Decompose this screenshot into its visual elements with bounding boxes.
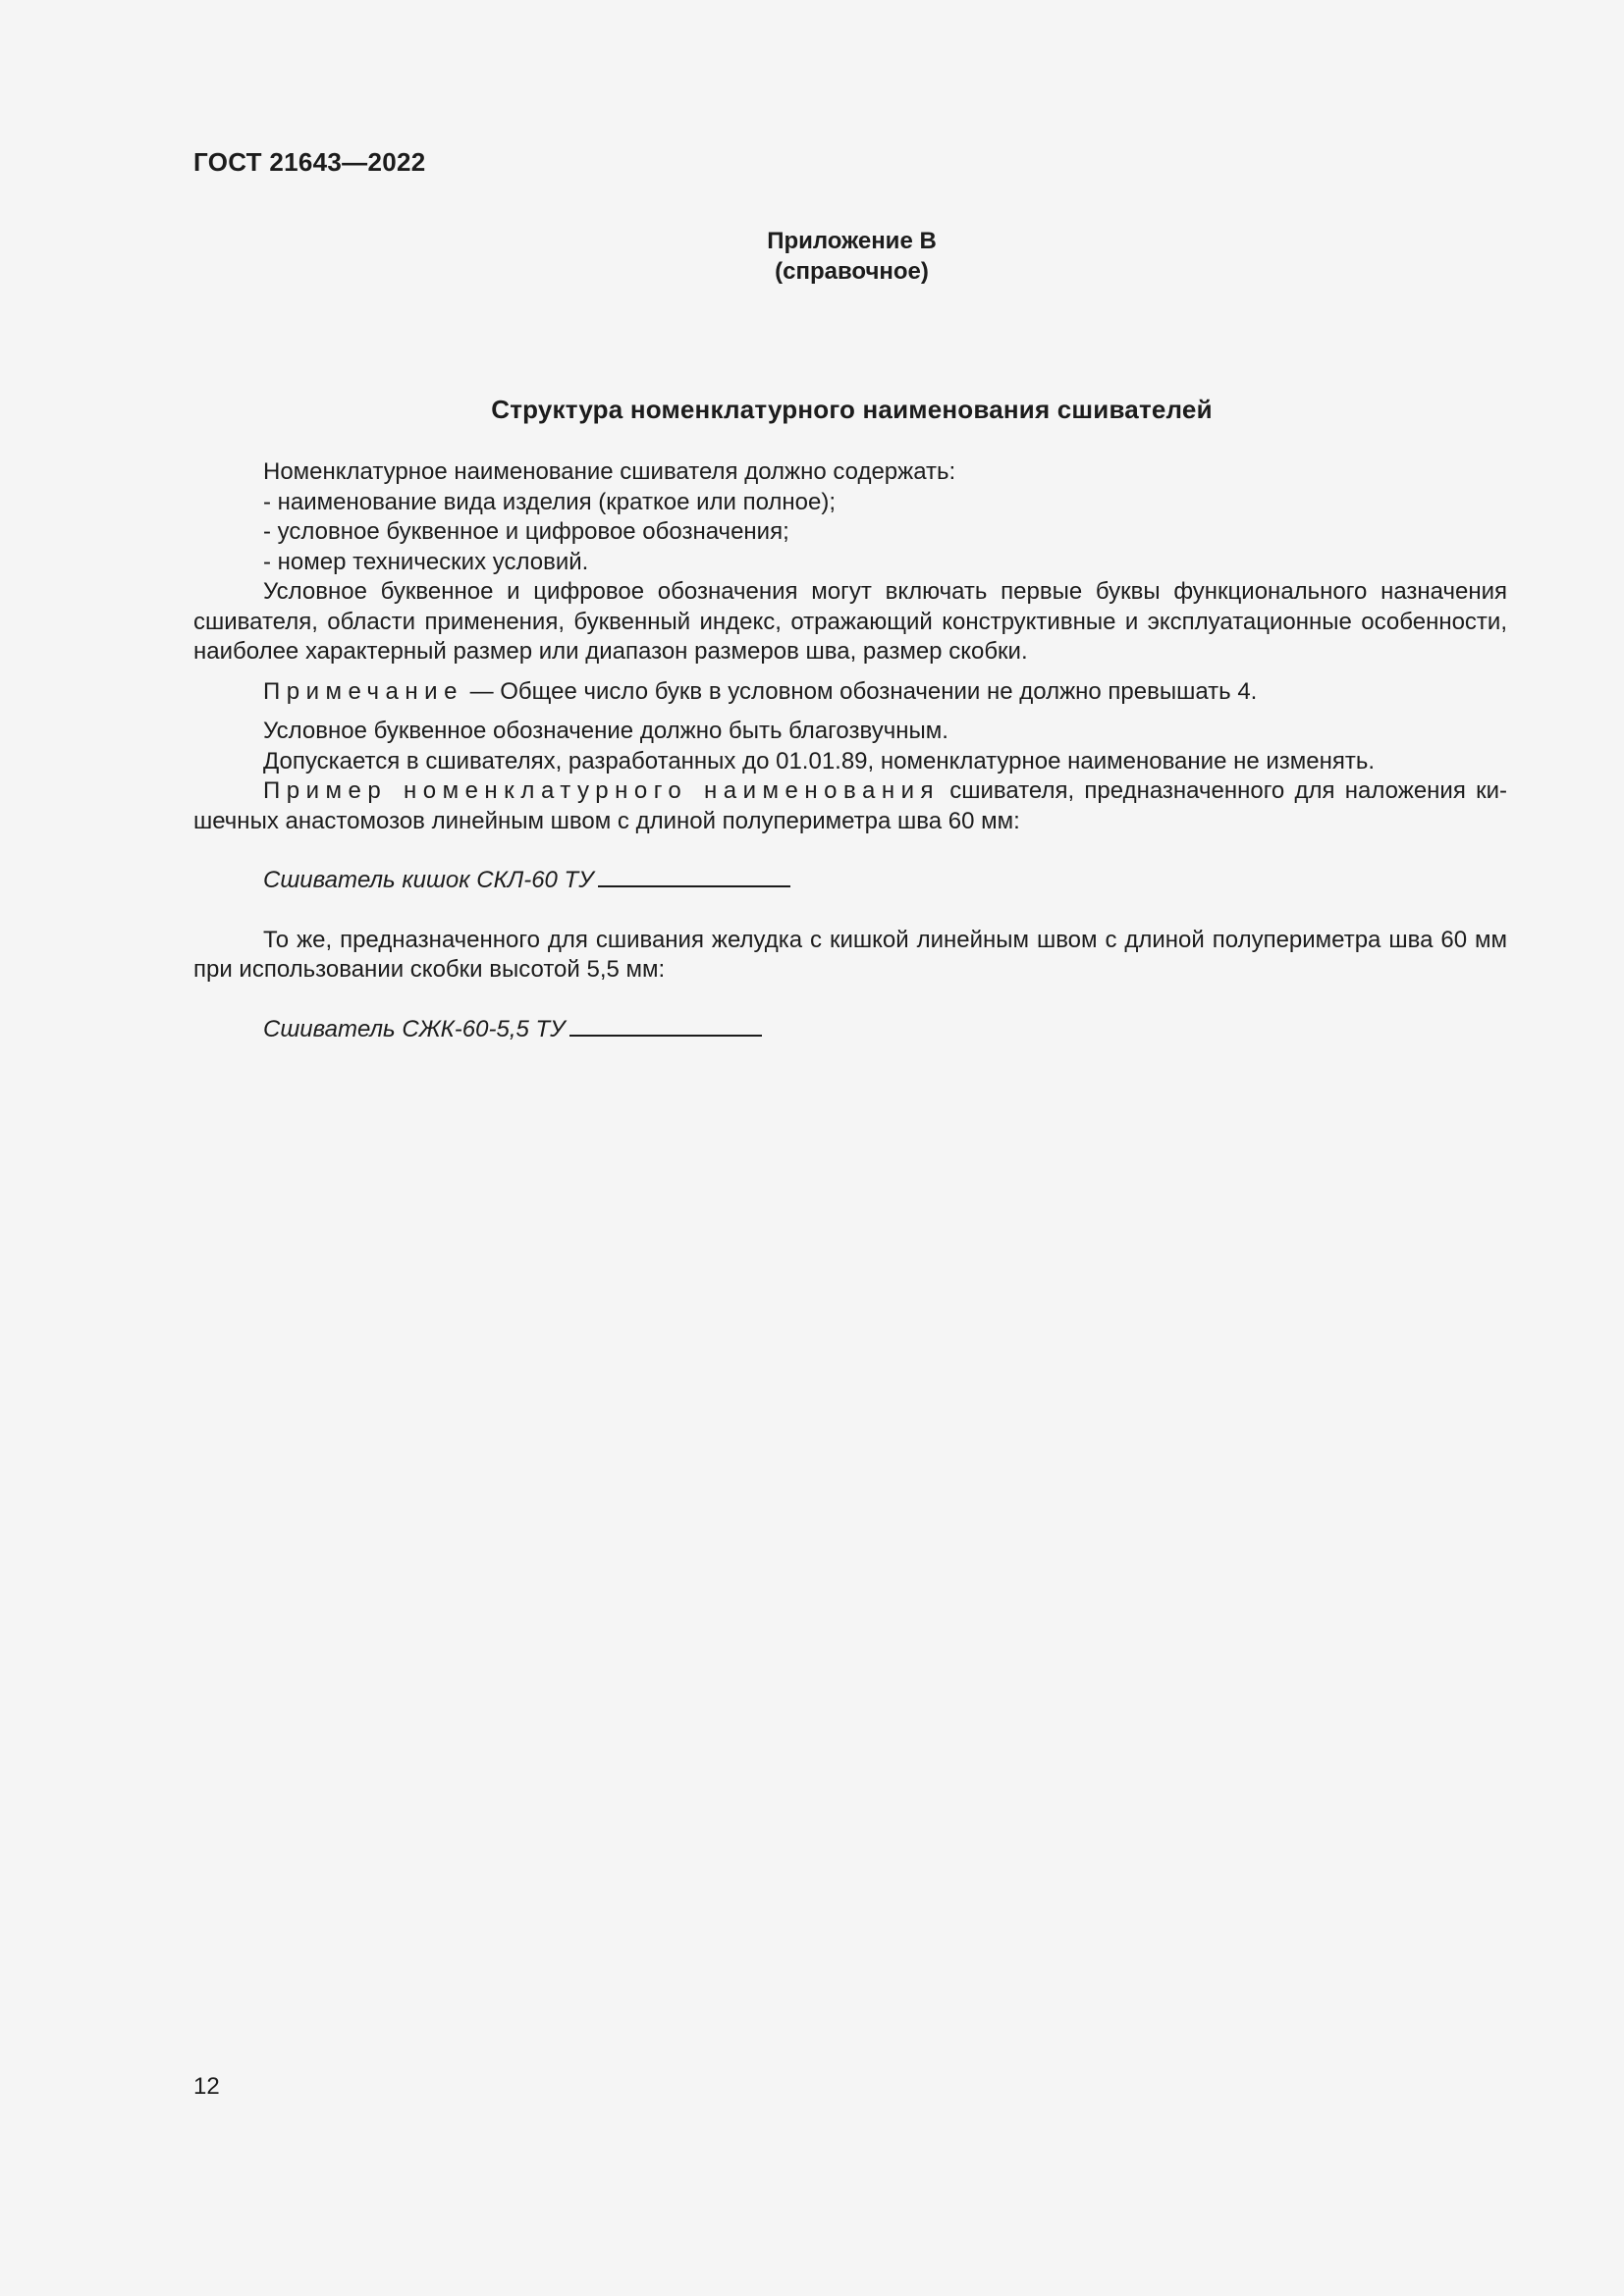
appendix-label: Приложение В <box>767 228 937 254</box>
fill-in-line <box>569 1015 762 1037</box>
note <box>193 677 1507 708</box>
section-title: Структура номенклатурного наименования сшивателей <box>491 395 1213 424</box>
example-designation <box>193 1015 1507 1045</box>
appendix-heading <box>196 226 1507 287</box>
note-label: Примечание <box>263 677 463 705</box>
list-item: - номер технических условий. <box>263 548 589 575</box>
example-designation <box>193 866 1507 896</box>
paragraph-permission: Допускается в сшивателях, разработанных до 01.01.89, номенклатурное наименование не изменять. <box>263 747 1376 774</box>
intro-paragraph: Номенклатурное наименование сшивателя должно содержать: <box>263 458 956 485</box>
example-2-text: Сшиватель СЖК-60-5,5 ТУ <box>263 1015 566 1042</box>
note-text: — Общее число букв в условном обозначении не должно превышать 4. <box>462 677 1258 705</box>
fill-in-line <box>598 866 790 887</box>
example-intro-text: сшивателя, предназначенного для наложения кишечных анастомозов линейным швом с длиной полупериметра шва 60 мм: <box>193 777 1507 834</box>
document-body <box>193 457 1507 1044</box>
list-item: - наименование вида изделия (краткое или полное); <box>263 488 837 515</box>
example-1-text: Сшиватель кишок СКЛ-60 ТУ <box>263 867 594 893</box>
page-number: 12 <box>193 2073 220 2100</box>
paragraph-euphony: Условное буквенное обозначение должно быть благозвучным. <box>263 718 948 744</box>
paragraph-example-intro <box>193 776 1507 836</box>
list-item: - условное буквенное и цифровое обозначения; <box>263 518 789 545</box>
example-label: Пример номенклатурного наименования <box>263 777 940 804</box>
document-header: ГОСТ 21643—2022 <box>193 147 426 177</box>
paragraph-designation: Условное буквенное и цифровое обозначения могут включать первые буквы функционального назначения сшивателя, области применения, буквенный индекс, отражающий конструктивные и эксплуатационные особенности, наиболее характерный размер или диапазон размеров шва, размер скобки. <box>193 578 1507 665</box>
paragraph-same: То же, предназначенного для сшивания желудка с кишкой линейным швом с длиной полупериметра шва 60 мм при использовании скобки высотой 5,5 мм: <box>193 926 1507 983</box>
appendix-type: (справочное) <box>775 258 929 285</box>
